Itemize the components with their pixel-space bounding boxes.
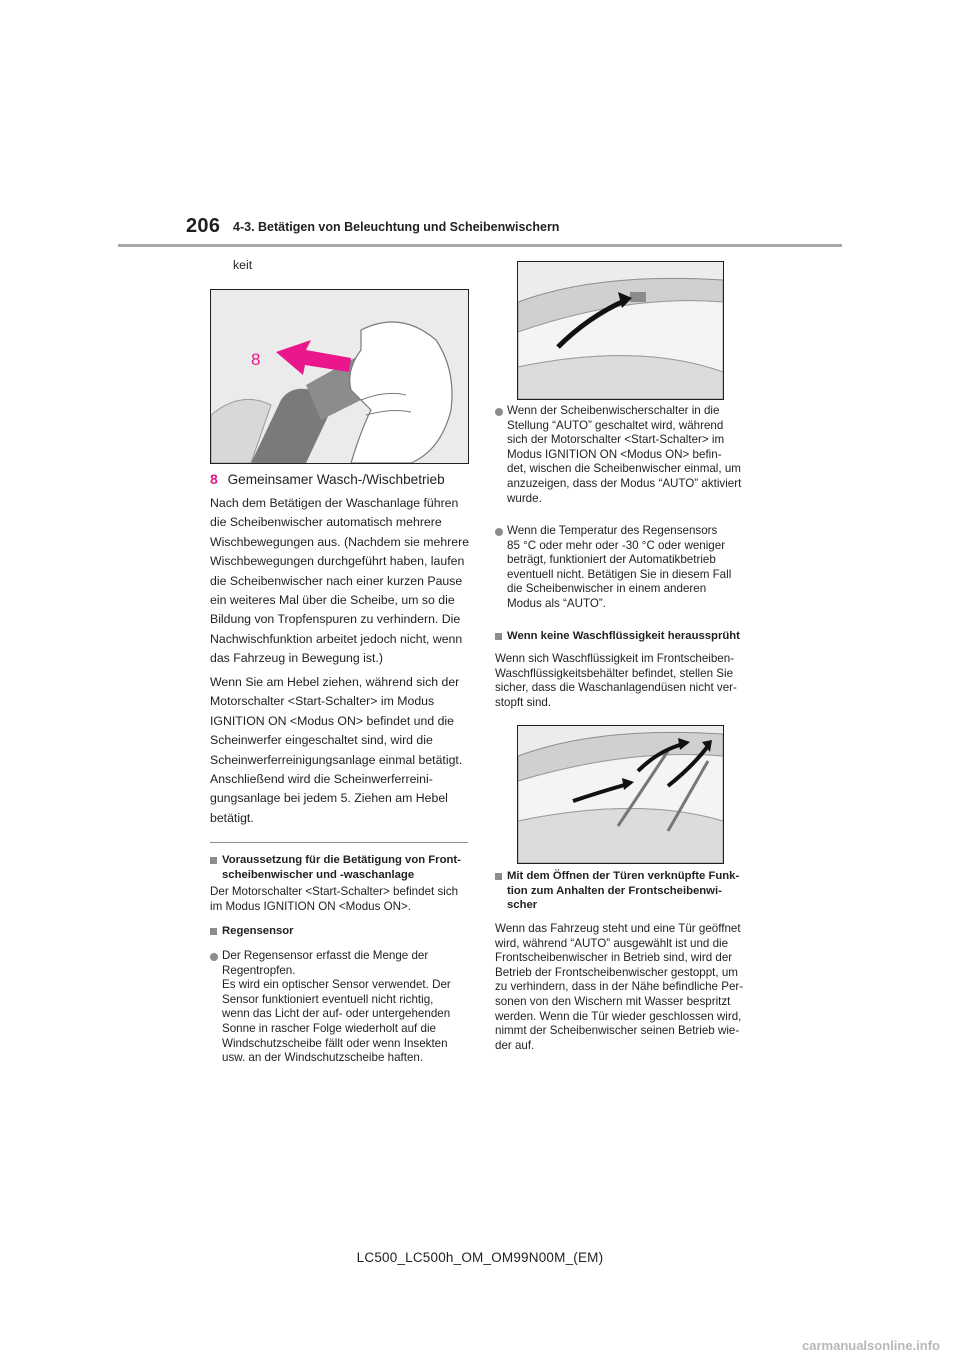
text-line: Betrieb der Frontscheibenwischer gestoppt, um: [495, 965, 738, 979]
text-line: Wenn Sie am Hebel ziehen, während sich der: [210, 675, 460, 689]
text-line: Wischbewegungen aus. (Nachdem sie mehrere: [210, 534, 470, 549]
text-line: Wenn die Temperatur des Regensensors: [507, 524, 718, 537]
circle-bullet-icon: [210, 953, 218, 961]
square-bullet-icon: [495, 633, 502, 640]
text-line: wird, während “AUTO” ausgewählt ist und die: [495, 936, 729, 950]
text-line: der auf.: [495, 1038, 535, 1052]
text-line: Modus als “AUTO”.: [507, 596, 606, 610]
text-line: die Scheibenwischer nach einer kurzen Pause: [210, 573, 463, 588]
text-line: ein weiteres Mal über die Scheibe, um so die: [210, 593, 455, 608]
text-line: scheibenwischer und -waschanlage: [222, 868, 415, 881]
text-line: 85 °C oder mehr oder -30 °C oder weniger: [507, 538, 726, 552]
text-line: beträgt, funktioniert der Automatikbetrieb: [507, 553, 716, 567]
text-line: Voraussetzung für die Betätigung von Front-: [222, 854, 461, 866]
text-line: Frontscheibenwischer in Betrieb sind, wird der: [495, 951, 733, 965]
figure-callout-8: 8: [251, 350, 261, 369]
heading-text: Wenn keine Waschflüssigkeit heraussprüht: [507, 630, 740, 642]
item-8-title: Gemeinsamer Wasch-/Wischbetrieb: [227, 472, 445, 487]
text-line: Scheinwerfer eingeschaltet sind, wird die: [210, 733, 433, 748]
text-line: zu verhindern, dass in der Nähe befindliche Per-: [495, 980, 744, 994]
text-line: wurde.: [507, 491, 542, 505]
item-8-heading: [210, 471, 445, 487]
text-line: die Scheibenwischer in einem anderen: [507, 582, 707, 596]
text-line: Stellung “AUTO” geschaltet wird, während: [507, 418, 724, 432]
text-line: Mit dem Öffnen der Türen verknüpfte Funk-: [507, 870, 740, 882]
text-line: werden. Wenn die Tür wieder geschlossen wird,: [495, 1009, 742, 1023]
text-line: scher: [507, 899, 538, 912]
windshield-sensor-figure: [517, 261, 724, 400]
text-line: IGNITION ON <Modus ON> befindet und die: [210, 713, 454, 728]
text-line: Motorschalter <Start-Schalter> im Modus: [210, 694, 435, 709]
section-heading-rain-sensor: [210, 924, 294, 939]
text-line: nimmt der Scheibenwischer seinen Betrieb wie-: [495, 1024, 740, 1038]
text-line: sich der Motorschalter <Start-Schalter> im: [507, 433, 725, 447]
text-line: eventuell nicht. Betätigen Sie in diesem Fall: [507, 567, 732, 581]
text-line: Wischbewegungen durchgeführt haben, laufen: [210, 554, 465, 569]
section-heading-no-washer-fluid: [495, 629, 740, 644]
text-line: sicher, dass die Waschanlagendüsen nicht ver-: [495, 681, 737, 695]
text-line: Wenn das Fahrzeug steht und eine Tür geöffnet: [495, 922, 741, 935]
heading-text: Regensensor: [222, 925, 294, 937]
text-line: Der Regensensor erfasst die Menge der: [222, 949, 429, 962]
text-line: im Modus IGNITION ON <Modus ON>.: [210, 899, 412, 913]
text-line: Modus IGNITION ON <Modus ON> befin-: [507, 447, 722, 461]
auto-mode-bullet: [495, 404, 769, 506]
washer-nozzles-figure: [517, 725, 724, 864]
text-line: Nachwischfunktion arbeitet jedoch nicht, wenn: [210, 631, 463, 646]
text-line: das Fahrzeug in Bewegung ist.): [210, 651, 383, 666]
item-8-number: 8: [210, 471, 218, 487]
text-line: wenn das Licht der auf- oder untergehenden: [222, 1007, 451, 1021]
chapter-title: 4-3. Betätigen von Beleuchtung und Scheibenwischern: [233, 220, 560, 234]
rain-sensor-bullet: [210, 949, 482, 1066]
text-line: det, wischen die Scheibenwischer einmal, um: [507, 462, 741, 476]
temperature-bullet: [495, 524, 769, 612]
circle-bullet-icon: [495, 408, 503, 416]
text-line: gungsanlage bei jedem 5. Ziehen am Hebel: [210, 791, 448, 806]
text-line: Nach dem Betätigen der Waschanlage führen: [210, 496, 459, 510]
text-line: Windschutzscheibe fällt oder wenn Insekten: [222, 1036, 448, 1050]
text-line: Wenn sich Waschflüssigkeit im Frontscheiben-: [495, 652, 735, 665]
paragraph-headlight-cleaner: [210, 673, 470, 828]
square-bullet-icon: [495, 873, 502, 880]
text-line: sonen von den Wischern mit Wasser bespritzt: [495, 994, 731, 1008]
section-heading-door-stop: [495, 869, 769, 913]
preconditions-text: [210, 885, 472, 914]
door-stop-text: [495, 922, 759, 1053]
text-line: anzuzeigen, dass der Modus “AUTO” aktiviert: [507, 476, 742, 490]
text-line: die Scheibenwischer automatisch mehrere: [210, 515, 442, 530]
text-line: tion zum Anhalten der Frontscheibenwi-: [507, 884, 722, 897]
text-line: Es wird ein optischer Sensor verwendet. Der: [222, 978, 451, 992]
manual-id-footer: LC500_LC500h_OM_OM99N00M_(EM): [356, 1250, 604, 1265]
section-separator: [210, 842, 468, 843]
text-line: Wenn der Scheibenwischerschalter in die: [507, 404, 720, 417]
text-line: betätigt.: [210, 810, 254, 825]
text-line: Sensor funktioniert eventuell nicht richtig,: [222, 992, 434, 1006]
watermark-link[interactable]: carmanualsonline.info: [802, 1338, 940, 1353]
text-line: Bildung von Tropfenspuren zu verhindern. Die: [210, 612, 461, 627]
text-line: stopft sind.: [495, 695, 552, 709]
text-line: Waschflüssigkeitsbehälter befindet, stellen Sie: [495, 666, 734, 680]
text-line: usw. an der Windschutzscheibe haften.: [222, 1051, 424, 1065]
text-line: Anschließend wird die Scheinwerferreini-: [210, 772, 433, 787]
text-line: Der Motorschalter <Start-Schalter> befindet sich: [210, 885, 459, 898]
page-number: 206: [186, 215, 221, 237]
square-bullet-icon: [210, 857, 217, 864]
text-line: Regentropfen.: [222, 963, 296, 977]
header-rule: [118, 244, 842, 247]
carryover-text: keit: [233, 258, 253, 272]
text-line: Sonne in rascher Folge wiederholt auf die: [222, 1021, 436, 1035]
no-washer-fluid-text: [495, 652, 757, 710]
text-line: Scheinwerferreinigungsanlage einmal betätigt.: [210, 752, 463, 767]
paragraph-wash-wipe: [210, 494, 470, 669]
circle-bullet-icon: [495, 528, 503, 536]
section-heading-preconditions: [210, 853, 482, 882]
square-bullet-icon: [210, 928, 217, 935]
wiper-lever-figure: [210, 289, 469, 464]
